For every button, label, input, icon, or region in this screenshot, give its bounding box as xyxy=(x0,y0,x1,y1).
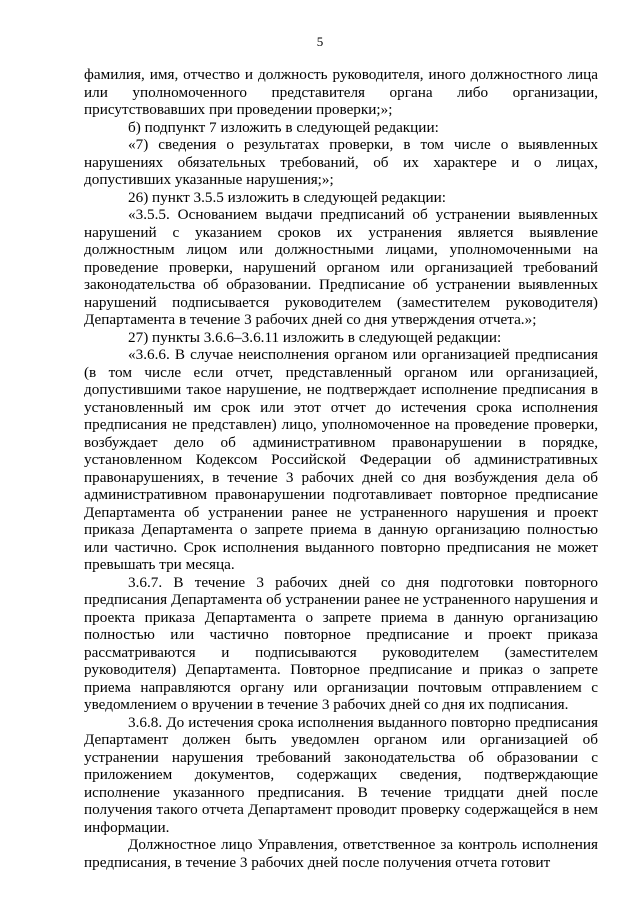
page-number: 5 xyxy=(316,34,324,49)
paragraph-3-6-8: 3.6.8. До истечения срока исполнения выданного повторно предписания Департамент должен быть уведомлен органом или организацией об устранении нарушения требований законодательства об образовании с приложением документов, содержащих сведения, подтверждающие исполнение указанного предписания. В течение тридцати дней после получения такого отчета Департамент проводит проверку содержащейся в нем информации. xyxy=(84,713,598,836)
paragraph-item-27: 27) пункты 3.6.6–3.6.11 изложить в следующей редакции: xyxy=(128,328,502,346)
paragraph-continuation: фамилия, имя, отчество и должность руководителя, иного должностного лица или уполномоченного представителя органа либо организации, присутствовавших при проведении проверки;»; xyxy=(84,66,598,118)
paragraph-subitem-7-text: «7) сведения о результатах проверки, в том числе о выявленных нарушениях обязательных требований, об их характере и о лицах, допустивших указанные нарушения;»; xyxy=(84,136,598,188)
paragraph-official-duty: Должностное лицо Управления, ответственное за контроль исполнения предписания, в течение 3 рабочих дней после получения отчета готовит xyxy=(84,836,598,871)
document-body xyxy=(84,66,598,871)
paragraph-3-6-7: 3.6.7. В течение 3 рабочих дней со дня подготовки повторного предписания Департамента об устранении ранее не устраненного нарушения и проекта приказа Департамента о запрете приема в данную организацию полностью или частично повторное предписание и проект приказа рассматриваются и подписываются руководителем (заместителем руководителя) Департамента. Повторное предписание и приказ о запрете приема направляются органу или организации почтовым отправлением с уведомлением о вручении в течение 3 рабочих дней со дня их подписания. xyxy=(84,573,598,713)
paragraph-item-26: 26) пункт 3.5.5 изложить в следующей редакции: xyxy=(128,188,447,206)
paragraph-3-5-5: «3.5.5. Основанием выдачи предписаний об устранении выявленных нарушений с указанием сроков их устранения является выявление должностным лицом или должностными лицами, уполномоченными на проведение проверки, нарушений органом или организацией требований законодательства об образовании. Предписание об устранении выявленных нарушений подписывается руководителем (заместителем руководителя) Департамента в течение 3 рабочих дней со дня утверждения отчета.»; xyxy=(84,206,598,328)
paragraph-3-6-6: «3.6.6. В случае неисполнения органом или организацией предписания (в том числе если отчет, представленный органом или организацией, допустившими такое нарушение, не подтверждает исполнение предписания в установленный им срок или этот отчет до истечения срока исполнения предписания не представлен) лицо, уполномоченное на проведение проверки, возбуждает дело об административном правонарушении в порядке, установленном Кодексом Российской Федерации об административных правонарушениях, в течение 3 рабочих дней со дня возбуждения дела об административном правонарушении подготавливает повторное предписание Департамента об устранении ранее не устраненного нарушения и проект приказа Департамента о запрете приема в данную организацию полностью или частично. Срок исполнения выданного повторно предписания не может превышать три месяца. xyxy=(84,346,598,573)
paragraph-subitem-b: б) подпункт 7 изложить в следующей редакции: xyxy=(128,118,439,136)
